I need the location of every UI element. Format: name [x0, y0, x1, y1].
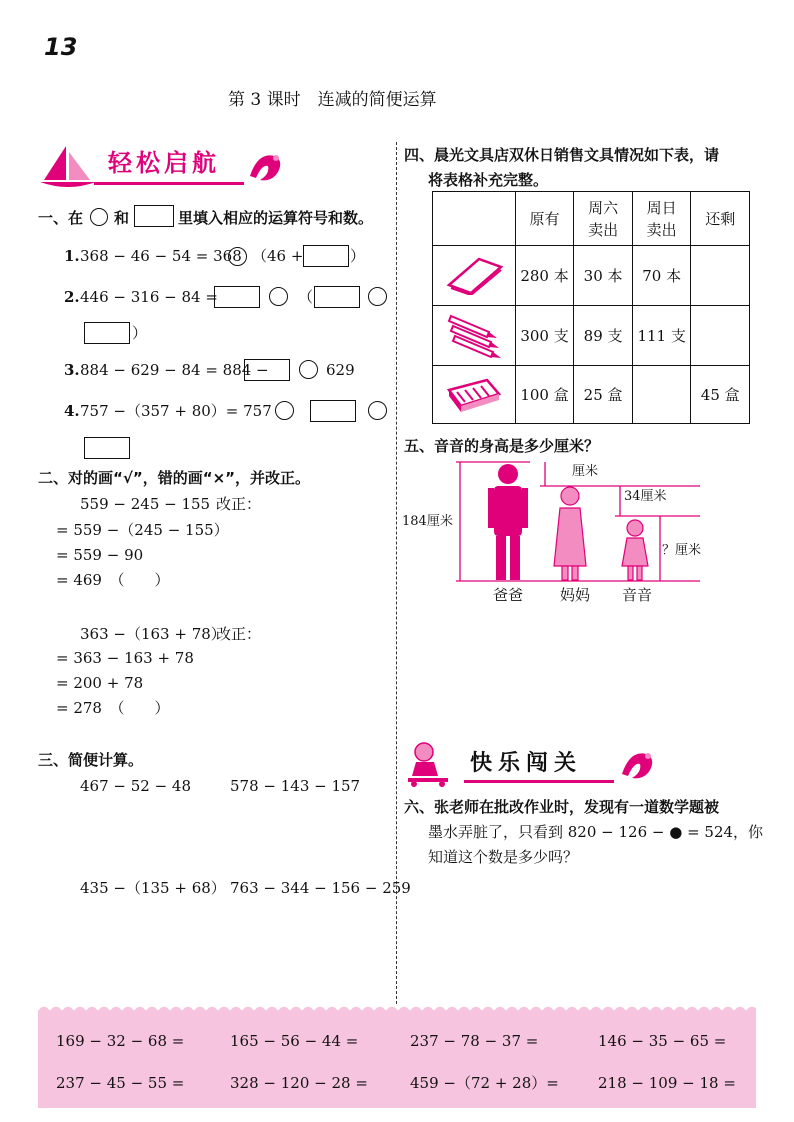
q5-name-dad: 爸爸 [493, 586, 524, 604]
q1-item2-box3[interactable] [84, 322, 130, 344]
pencil-box-icon [443, 372, 505, 414]
q2a-line3: = 559 − 90 [56, 546, 144, 564]
q3-item3: 435 −（135 + 68） [80, 879, 226, 897]
cell-notebook-remaining[interactable] [691, 246, 750, 306]
q2b-line4[interactable]: = 278 （ ） [56, 699, 170, 717]
q1-item2-circle2[interactable] [368, 287, 387, 306]
q2a-line4[interactable]: = 469 （ ） [56, 571, 170, 589]
q6-line2: 墨水弄脏了，只看到 820 − 126 − ● = 524，你 [428, 823, 764, 841]
notebook-icon [443, 253, 505, 295]
drill-item: 169 − 32 − 68 = [56, 1032, 185, 1050]
q1-item2-part3: ） [132, 324, 148, 342]
q5-title: 五、音音的身高是多少厘米？ [404, 437, 600, 455]
q5-name-girl: 音音 [622, 586, 653, 604]
q1-item4-expr: 757 −（357 + 80）= 757 [80, 402, 272, 420]
q1-item2-expr: 446 − 316 − 84 = [80, 288, 218, 306]
oral-calculation-band [38, 1010, 756, 1108]
q4-title-line2: 将表格补充完整。 [428, 171, 549, 189]
q1-title-end: 里填入相应的运算符号和数。 [178, 209, 374, 227]
q5-label-cm[interactable]: 厘米 [572, 464, 599, 479]
cell-pencil-remaining[interactable] [691, 306, 750, 366]
drill-item: 459 −（72 + 28）= [410, 1074, 559, 1092]
q5-label-184: 184厘米 [402, 514, 453, 529]
row-icon-cell [433, 306, 516, 366]
q1-title-mid: 和 [114, 209, 130, 227]
header-remaining: 还剩 [691, 192, 750, 246]
q1-title-circle [90, 208, 108, 226]
q1-item3-expr: 884 − 629 − 84 = 884 − [80, 361, 269, 379]
drill-item: 218 − 109 − 18 = [598, 1074, 736, 1092]
header-sunday-sold: 周日 卖出 [632, 192, 691, 246]
table-row [433, 366, 750, 424]
cell-box-sunday[interactable] [632, 366, 691, 424]
q2a-line2: = 559 −（245 − 155） [56, 521, 229, 539]
column-divider [396, 142, 397, 1004]
drill-item: 328 − 120 − 28 = [230, 1074, 368, 1092]
section-title-qs: 轻松启航 [108, 149, 220, 177]
q1-item1-part3: ） [350, 247, 366, 265]
q6-line3: 知道这个数是多少吗？ [428, 848, 579, 866]
q1-item2-box2[interactable] [314, 286, 360, 308]
q1-item3-part2: 629 [326, 361, 355, 379]
cell-box-saturday: 25 盒 [574, 366, 633, 424]
cell-notebook-saturday: 30 本 [574, 246, 633, 306]
q1-item4-circle2[interactable] [368, 401, 387, 420]
pencils-icon [443, 310, 505, 358]
q1-item4-label: 4. [64, 402, 80, 420]
q1-item3-circle[interactable] [299, 360, 318, 379]
q1-item4-box1[interactable] [310, 400, 356, 422]
height-figure [420, 456, 720, 606]
q4-title-line1: 四、晨光文具店双休日销售文具情况如下表，请 [404, 146, 720, 164]
kid-on-scooter-icon [404, 740, 460, 788]
q5-label-unknown[interactable]: ？厘米 [662, 543, 702, 558]
drill-item: 146 − 35 − 65 = [598, 1032, 727, 1050]
q5-name-mom: 妈妈 [560, 586, 591, 604]
q1-title-start: 一、在 [38, 209, 84, 227]
cell-notebook-original: 280 本 [515, 246, 574, 306]
cell-box-remaining: 45 盒 [691, 366, 750, 424]
q1-item2-box1[interactable] [214, 286, 260, 308]
family-height-illustration [420, 456, 720, 606]
q1-item1-label: 1. [64, 247, 80, 265]
cell-pencil-saturday: 89 支 [574, 306, 633, 366]
table-row [433, 306, 750, 366]
banner-underline [464, 780, 614, 783]
q1-item1-expr: 368 − 46 − 54 = 368 [80, 247, 242, 265]
q1-item1-circle[interactable] [228, 247, 247, 266]
q3-title: 三、简便计算。 [38, 751, 144, 769]
drill-item: 237 − 45 − 55 = [56, 1074, 185, 1092]
cell-pencil-sunday: 111 支 [632, 306, 691, 366]
q2a-fix-label: 改正： [216, 495, 262, 513]
page-number: 13 [44, 33, 78, 61]
banner-underline [94, 182, 244, 185]
drill-item: 165 − 56 − 44 = [230, 1032, 359, 1050]
q3-item4: 763 − 344 − 156 − 259 [230, 879, 411, 897]
q1-item1-box[interactable] [303, 245, 349, 267]
q2b-line3: = 200 + 78 [56, 674, 144, 692]
section-banner-qs [38, 142, 288, 192]
q1-item2-part2: （ [298, 288, 314, 306]
q3-item1: 467 − 52 − 48 [80, 777, 192, 795]
q2b-fix-label: 改正： [216, 625, 262, 643]
table-row [433, 246, 750, 306]
q2a-line1: 559 − 245 − 155 [80, 495, 211, 513]
header-saturday-sold: 周六 卖出 [574, 192, 633, 246]
section-banner-kl [404, 740, 664, 790]
header-original: 原有 [515, 192, 574, 246]
sailboat-icon [38, 142, 98, 190]
q2-title: 二、对的画“√”，错的画“×”，并改正。 [38, 469, 311, 487]
stock-table [432, 191, 750, 424]
cell-pencil-original: 300 支 [515, 306, 574, 366]
q1-item4-circle1[interactable] [275, 401, 294, 420]
q2b-line2: = 363 − 163 + 78 [56, 649, 194, 667]
q2b-line1: 363 −（163 + 78） [80, 625, 226, 643]
q1-item2-label: 2. [64, 288, 80, 306]
row-icon-cell [433, 246, 516, 306]
row-icon-cell [433, 366, 516, 424]
lesson-title: 第 3 课时 连减的简便运算 [228, 90, 437, 110]
q1-item1-part2: （46 + [252, 247, 304, 265]
q1-item3-box[interactable] [244, 359, 290, 381]
phoenix-icon [244, 146, 288, 190]
q1-title-box [134, 205, 174, 227]
q5-label-34: 34厘米 [624, 489, 667, 504]
cell-box-original: 100 盒 [515, 366, 574, 424]
q3-item2: 578 − 143 − 157 [230, 777, 361, 795]
table-header-row [433, 192, 750, 246]
q6-line1: 六、张老师在批改作业时，发现有一道数学题被 [404, 798, 720, 816]
table-corner-cell [433, 192, 516, 246]
q1-item4-box2[interactable] [84, 437, 130, 459]
phoenix-icon [616, 744, 660, 788]
q1-item2-circle1[interactable] [269, 287, 288, 306]
section-title-kl: 快乐闯关 [470, 751, 583, 776]
drill-item: 237 − 78 − 37 = [410, 1032, 539, 1050]
cell-notebook-sunday: 70 本 [632, 246, 691, 306]
q1-item3-label: 3. [64, 361, 80, 379]
